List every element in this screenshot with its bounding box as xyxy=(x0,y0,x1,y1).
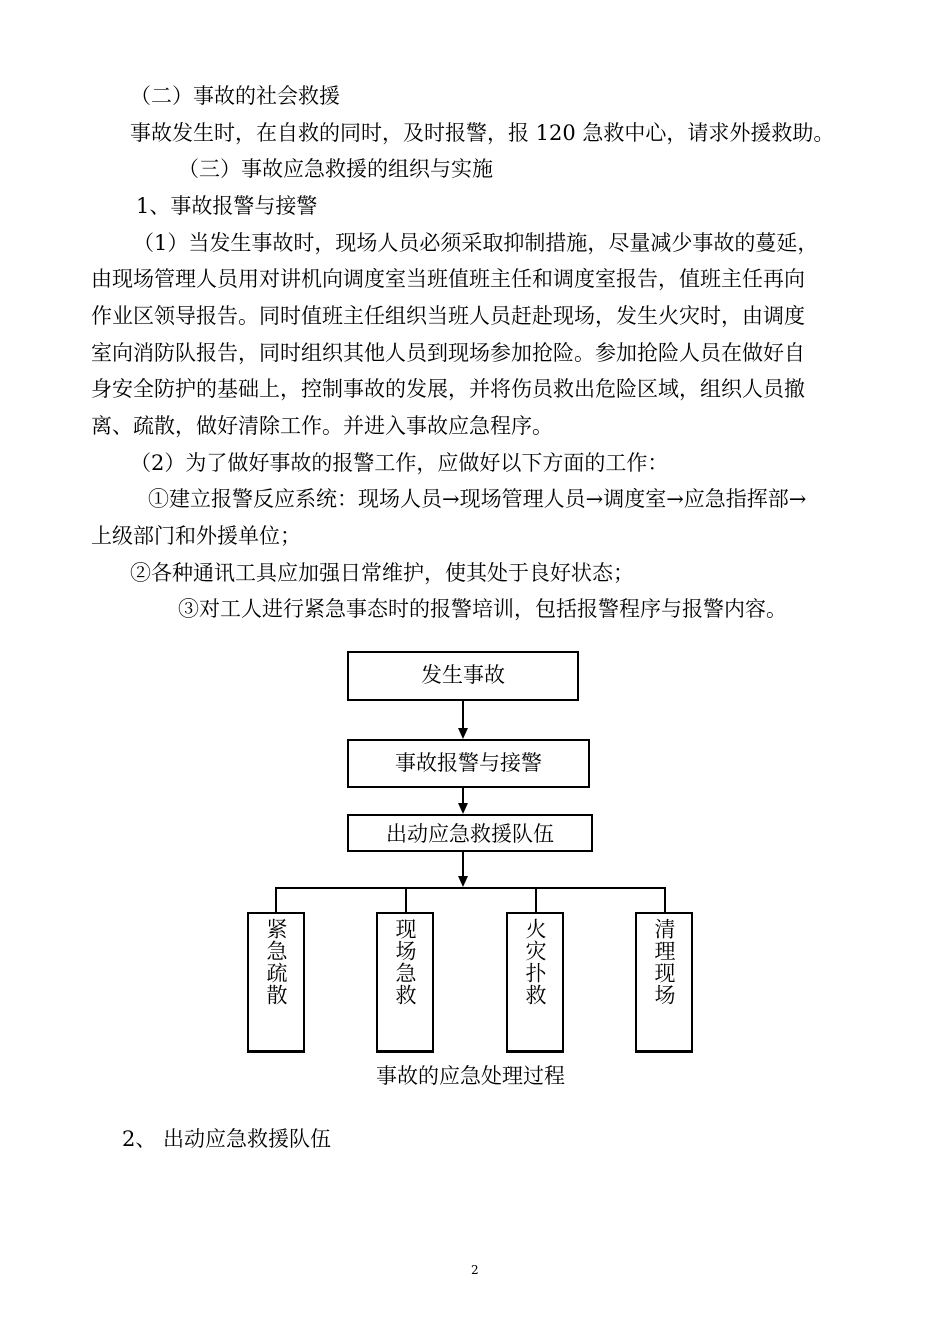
list-item-1-line-2: 上级部门和外援单位； xyxy=(91,524,301,548)
flow-step-accident-occurs: 发生事故 xyxy=(347,651,579,701)
flow-branch-site-cleanup: 清理现场 xyxy=(635,912,693,1053)
paragraph-alarm-line-2: 由现场管理人员用对讲机向调度室当班值班主任和调度室报告，值班主任再向 xyxy=(91,267,805,291)
flow-arrow-icon xyxy=(458,876,468,887)
paragraph-dispatch-heading: 2、 出动应急救援队伍 xyxy=(122,1127,332,1151)
flow-branch-horizontal xyxy=(275,887,666,889)
flow-step-dispatch-team: 出动应急救援队伍 xyxy=(347,814,593,852)
paragraph-organization-heading: （三）事故应急救援的组织与实施 xyxy=(178,157,493,181)
paragraph-alarm-line-1: （1）当发生事故时，现场人员必须采取抑制措施，尽量减少事故的蔓延， xyxy=(133,231,819,255)
flow-branch-connector xyxy=(664,887,666,912)
flow-connector xyxy=(462,852,464,876)
paragraph-alarm-line-5: 身安全防护的基础上，控制事故的发展，并将伤员救出危险区域，组织人员撤 xyxy=(91,377,805,401)
flow-arrow-icon xyxy=(458,728,468,739)
flow-branch-evacuation: 紧急疏散 xyxy=(247,912,305,1053)
flow-arrow-icon xyxy=(458,803,468,814)
list-item-2: ②各种通讯工具应加强日常维护，使其处于良好状态； xyxy=(130,561,634,585)
flow-branch-connector xyxy=(535,887,537,912)
flowchart-caption: 事故的应急处理过程 xyxy=(376,1064,565,1088)
flow-branch-first-aid: 现场急救 xyxy=(376,912,434,1053)
paragraph-social-rescue-heading: （二）事故的社会救援 xyxy=(130,84,340,108)
flow-branch-connector xyxy=(405,887,407,912)
paragraph-social-rescue-body: 事故发生时，在自救的同时，及时报警，报 120 急救中心，请求外援救助。 xyxy=(130,121,835,145)
flow-connector xyxy=(462,701,464,728)
paragraph-alarm-work: （2）为了做好事故的报警工作，应做好以下方面的工作： xyxy=(130,451,669,475)
paragraph-alarm-line-6: 离、疏散，做好清除工作。并进入事故应急程序。 xyxy=(91,414,553,438)
list-item-3: ③对工人进行紧急事态时的报警培训，包括报警程序与报警内容。 xyxy=(178,597,787,621)
list-item-1-line-1: ①建立报警反应系统：现场人员→现场管理人员→调度室→应急指挥部→ xyxy=(148,487,807,511)
paragraph-alarm-heading: 1、事故报警与接警 xyxy=(136,194,318,218)
paragraph-alarm-line-4: 室向消防队报告，同时组织其他人员到现场参加抢险。参加抢险人员在做好自 xyxy=(91,341,805,365)
flow-branch-firefighting: 火灾扑救 xyxy=(506,912,564,1053)
paragraph-alarm-line-3: 作业区领导报告。同时值班主任组织当班人员赶赴现场，发生火灾时，由调度 xyxy=(91,304,805,328)
flow-branch-connector xyxy=(275,887,277,912)
flow-step-alarm: 事故报警与接警 xyxy=(347,739,590,788)
page-number: 2 xyxy=(471,1263,479,1277)
